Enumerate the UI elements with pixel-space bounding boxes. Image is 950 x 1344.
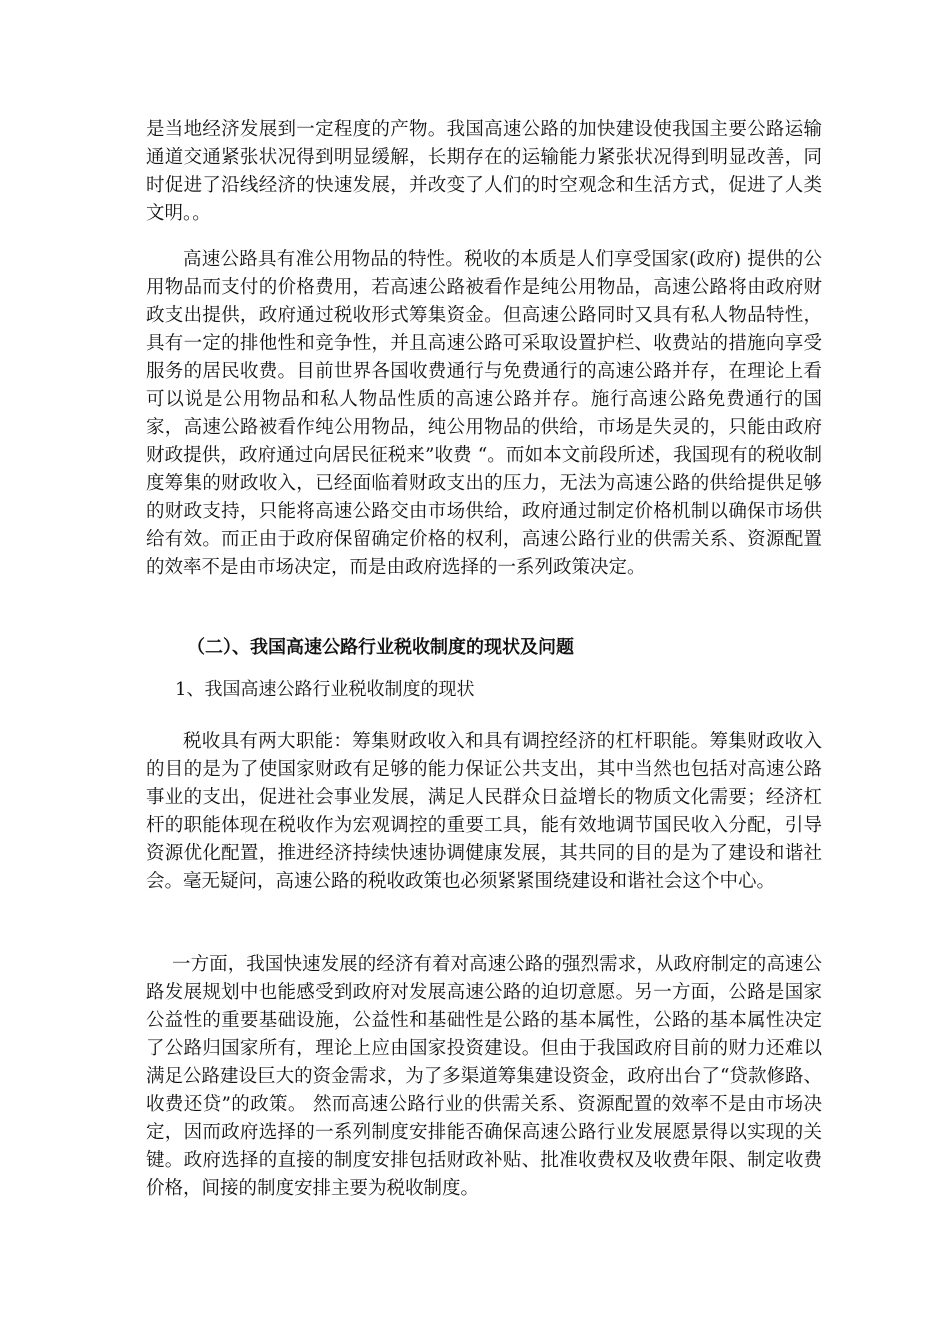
section-heading: （二）、我国高速公路行业税收制度的现状及问题 xyxy=(187,637,574,658)
paragraph-tax-functions: 税收具有两大职能：筹集财政收入和具有调控经济的杠杆职能。筹集财政收入的目的是为了使国家财政有足够的能力保证公共支出，其中当然也包括对高速公路事业的支出，促进社会事业发展，满足人民群众日益增长的物质文化需要；经济杠杆的职能体现在税收作为宏观调控的重要工具，能有效地调节国民收入分配，引导资源优化配置，推进经济持续快速协调健康发展，其共同的目的是为了建设和谐社会。毫无疑问，高速公路的税收政策也必须紧紧围绕建设和谐社会这个中心。 xyxy=(146,731,822,892)
paragraph-quasi-public-goods: 高速公路具有准公用物品的特性。税收的本质是人们享受国家(政府) 提供的公用物品而支付的价格费用，若高速公路被看作是纯公用物品，高速公路将由政府财政支出提供，政府通过税收形式筹集资金。但高速公路同时又具有私人物品特性，具有一定的排他性和竞争性，并且高速公路可采取设置护栏、收费站的措施向享受服务的居民收费。目前世界各国收费通行与免费通行的高速公路并存，在理论上看可以说是公用物品和私人物品性质的高速公路并存。施行高速公路免费通行的国家，高速公路被看作纯公用物品，纯公用物品的供给，市场是失灵的，只能由政府财政提供，政府通过向居民征税来”收费 “。而如本文前段所述，我国现有的税收制度筹集的财政收入，已经面临着财政支出的压力，无法为高速公路的供给提供足够的财政支持，只能将高速公路交由市场供给，政府通过制定价格机制以确保市场供给有效。而正由于政府保留确定价格的权利，高速公路行业的供需关系、资源配置的效率不是由市场决定，而是由政府选择的一系列政策决定。 xyxy=(146,249,822,578)
paragraph-policy-choice: 一方面，我国快速发展的经济有着对高速公路的强烈需求，从政府制定的高速公路发展规划中也能感受到政府对发展高速公路的迫切意愿。另一方面，公路是国家公益性的重要基础设施，公益性和基础性是公路的基本属性，公路的基本属性决定了公路归国家所有，理论上应由国家投资建设。但由于我国政府目前的财力还难以满足公路建设巨大的资金需求，为了多渠道筹集建设资金，政府出台了“贷款修路、收费还贷”的政策。 然而高速公路行业的供需关系、资源配置的效率不是由市场决定，因而政府选择的一系列制度安排能否确保高速公路行业发展愿景得以实现的关键。政府选择的直接的制度安排包括财政补贴、批准收费权及收费年限、制定收费价格，间接的制度安排主要为税收制度。 xyxy=(146,954,822,1199)
subsection-heading: 1、我国高速公路行业税收制度的现状 xyxy=(175,679,475,700)
paragraph-highway-development: 是当地经济发展到一定程度的产物。我国高速公路的加快建设使我国主要公路运输通道交通紧张状况得到明显缓解，长期存在的运输能力紧张状况得到明显改善，同时促进了沿线经济的快速发展，并改变了人们的时空观念和生活方式，促进了人类文明。。 xyxy=(146,119,822,224)
